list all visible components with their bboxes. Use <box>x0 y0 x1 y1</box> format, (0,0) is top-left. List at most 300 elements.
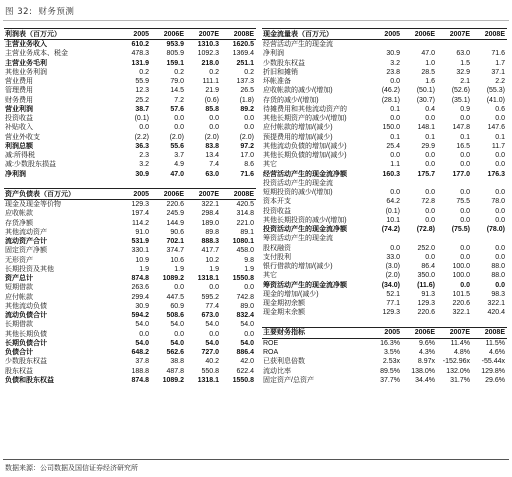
cell-value: 245.9 <box>166 210 184 218</box>
cell-value: 9.6% <box>419 339 435 347</box>
cell-value: 9.8 <box>244 256 254 264</box>
footer-divider <box>3 459 509 460</box>
cell-value: 32.9 <box>456 68 470 76</box>
cell-value: (2.0) <box>385 272 400 280</box>
table-row <box>262 133 507 142</box>
table-row <box>262 197 507 206</box>
table-row <box>4 228 256 237</box>
cell-value: 38.8 <box>170 358 184 366</box>
table-row <box>262 338 507 348</box>
row-label: 经营活动产生的现金流 <box>263 41 333 49</box>
table-row <box>262 281 507 290</box>
cell-value: (11.6) <box>417 281 435 289</box>
cell-value: 88.0 <box>491 272 505 280</box>
table-row <box>262 170 507 179</box>
table-row <box>262 59 507 68</box>
row-label: 流动比率 <box>263 367 291 375</box>
row-label: 筹资活动产生的现金流净额 <box>263 281 347 289</box>
cell-value: 79.0 <box>170 78 184 86</box>
cell-value: (46.2) <box>381 87 400 95</box>
cell-value: 91.3 <box>421 290 435 298</box>
cell-value: 88.0 <box>491 263 505 271</box>
table-row <box>4 96 256 105</box>
cash-flow-statement <box>262 29 507 318</box>
cell-value: 0.0 <box>460 281 470 289</box>
cell-value: 30.9 <box>135 170 149 178</box>
table-row <box>4 293 256 302</box>
cell-value: 57.6 <box>170 105 184 113</box>
row-label: 减:所得税 <box>5 152 35 160</box>
cell-value: 3.2 <box>139 161 149 169</box>
row-label: 其他长期投资的减少/(增加) <box>263 216 347 224</box>
year-header: 2007E <box>437 29 472 40</box>
row-label: 经营活动产生的现金流净额 <box>263 170 347 178</box>
cell-value: 10.2 <box>205 256 219 264</box>
cell-value: 1.5 <box>460 59 470 67</box>
cell-value: 30.9 <box>135 302 149 310</box>
cell-value: 29.6% <box>485 376 505 384</box>
cell-value: 832.4 <box>236 312 254 320</box>
cell-value: 114.2 <box>132 219 149 227</box>
cell-value: 1.9 <box>209 265 219 273</box>
cell-value: 1550.8 <box>232 376 254 384</box>
table-row <box>262 290 507 299</box>
table-row <box>262 348 507 357</box>
table-row <box>262 357 507 366</box>
cell-value: 0.0 <box>139 330 149 338</box>
title-divider <box>3 20 509 21</box>
table-row <box>262 77 507 86</box>
cell-value <box>437 179 472 188</box>
right-financial-table <box>262 28 507 385</box>
cell-value: 78.0 <box>491 198 505 206</box>
cell-value: 220.6 <box>166 201 184 209</box>
cell-value: 8.97x <box>417 358 435 366</box>
row-label: 其他流动资产 <box>5 228 47 236</box>
cell-value: 28.5 <box>421 68 435 76</box>
cell-value: 54.0 <box>205 339 219 347</box>
cell-value: (3.0) <box>385 263 400 271</box>
row-label: 资本开支 <box>263 198 291 206</box>
table-row <box>4 256 256 265</box>
section-title: 主要财务指标 <box>262 327 367 338</box>
cell-value: 8.6 <box>244 161 254 169</box>
cell-value <box>437 40 472 50</box>
cell-value: 0.0 <box>425 189 435 197</box>
cell-value: 101.5 <box>452 290 470 298</box>
cell-value: 1.0 <box>425 59 435 67</box>
cell-value: 21.9 <box>205 87 219 95</box>
cell-value: 2.53x <box>382 358 400 366</box>
table-row <box>262 105 507 114</box>
year-header: 2006E <box>402 29 437 40</box>
cell-value: 72.8 <box>421 198 435 206</box>
cell-value: 138.0% <box>411 367 435 375</box>
table-row <box>4 105 256 114</box>
cell-value <box>402 234 437 243</box>
cell-value: 0.2 <box>209 68 219 76</box>
row-label: 投资活动产生的现金流净额 <box>263 226 347 234</box>
cell-value: 220.6 <box>452 300 470 308</box>
cell-value: 221.0 <box>236 219 254 227</box>
cell-value: 0.0 <box>425 216 435 224</box>
cell-value: 89.8 <box>205 228 219 236</box>
cell-value: 953.9 <box>166 41 184 49</box>
row-label: 财务费用 <box>5 96 33 104</box>
cell-value: 31.7% <box>450 376 470 384</box>
cell-value: 610.2 <box>131 41 149 49</box>
cell-value: 0.9 <box>460 105 470 113</box>
year-header: 2008E <box>221 29 256 40</box>
row-label: 净利润 <box>5 170 26 178</box>
cell-value: (78.0) <box>486 226 505 234</box>
cell-value: 160.3 <box>382 170 400 178</box>
key-ratios <box>262 327 507 385</box>
row-label: 利润总额 <box>5 142 33 150</box>
row-label: 短期投资的减少/(增加) <box>263 189 333 197</box>
table-row <box>4 170 256 179</box>
cell-value: 63.0 <box>205 170 219 178</box>
cell-value: 0.0 <box>460 115 470 123</box>
row-label: 管理费用 <box>5 87 33 95</box>
cell-value: 47.0 <box>170 170 184 178</box>
table-row <box>4 59 256 68</box>
row-label: 主营业务毛利 <box>5 59 47 67</box>
cell-value: 54.0 <box>205 321 219 329</box>
row-label: 资产总计 <box>5 275 33 283</box>
cell-value: 25.2 <box>135 96 149 104</box>
cell-value: 54.0 <box>170 321 184 329</box>
table-row <box>4 339 256 348</box>
cell-value: 0.1 <box>390 133 400 141</box>
table-row <box>4 320 256 329</box>
cell-value: 0.0 <box>495 281 505 289</box>
cell-value: 0.1 <box>460 133 470 141</box>
table-row <box>4 367 256 376</box>
cell-value: 0.0 <box>460 189 470 197</box>
cell-value: 54.0 <box>135 339 149 347</box>
cell-value: 0.1 <box>390 105 400 113</box>
cell-value: 147.8 <box>452 124 470 132</box>
row-label: 固定资产净额 <box>5 247 47 255</box>
row-label: 银行借款的增加/(减少) <box>263 263 333 271</box>
cell-value: 11.4% <box>450 339 470 347</box>
cell-value: 129.8% <box>481 367 505 375</box>
cell-value: 1550.8 <box>232 275 254 283</box>
year-header: 2007E <box>186 29 221 40</box>
cell-value: 131.9 <box>131 59 149 67</box>
cell-value: 34.4% <box>415 376 435 384</box>
cell-value: 129.3 <box>382 309 400 317</box>
figure-title <box>5 5 74 17</box>
row-label: 存货的减少/(增加) <box>263 96 319 104</box>
table-row <box>262 40 507 50</box>
cell-value: 89.2 <box>240 105 254 113</box>
cell-value: 374.7 <box>166 247 184 255</box>
cell-value: 11.7 <box>491 142 505 150</box>
cell-value: 322.1 <box>452 309 470 317</box>
year-header: 2008E <box>472 327 507 338</box>
cell-value: 11.5% <box>485 339 505 347</box>
year-header: 2005 <box>367 29 402 40</box>
cell-value: 0.0 <box>460 253 470 261</box>
table-row <box>262 151 507 160</box>
table-row <box>4 151 256 160</box>
row-label: 其他长期资产的减少/(增加) <box>263 115 347 123</box>
cell-value: 1.7 <box>495 59 505 67</box>
table-header-row <box>4 189 256 200</box>
table-row <box>262 142 507 151</box>
row-label: 筹资活动产生的现金流 <box>263 235 333 243</box>
cell-value: 26.5 <box>240 87 254 95</box>
cell-value: 1620.5 <box>232 41 254 49</box>
cell-value: 252.0 <box>417 244 435 252</box>
cell-value: 330.1 <box>131 247 149 255</box>
cell-value: (75.5) <box>451 226 470 234</box>
year-header: 2007E <box>186 189 221 200</box>
cell-value: 0.0 <box>244 330 254 338</box>
row-label: 其他流动负债的增加/(减少) <box>263 142 347 150</box>
row-label: 其他长期负债 <box>5 330 47 338</box>
row-label: 其它 <box>263 161 277 169</box>
section-title: 资产负债表（百万元） <box>4 189 116 200</box>
cell-value: 0.0 <box>495 253 505 261</box>
cell-value: 0.0 <box>244 284 254 292</box>
row-label: 投资活动产生的现金流 <box>263 179 333 187</box>
cell-value: -152.96x <box>442 358 470 366</box>
cell-value: 420.5 <box>236 201 254 209</box>
cell-value: 3.5% <box>384 349 400 357</box>
cell-value: 727.0 <box>201 349 219 357</box>
cell-value: 0.0 <box>209 115 219 123</box>
cell-value: 197.4 <box>131 210 149 218</box>
cell-value: 458.0 <box>236 247 254 255</box>
year-header: 2005 <box>367 327 402 338</box>
row-label: 少数股东权益 <box>5 358 47 366</box>
table-row <box>4 302 256 311</box>
cell-value: 98.3 <box>491 290 505 298</box>
cell-value: 298.4 <box>201 210 219 218</box>
cell-value: 77.1 <box>386 300 400 308</box>
cell-value <box>402 40 437 50</box>
cell-value: 0.0 <box>425 115 435 123</box>
cell-value: 33.0 <box>386 253 400 261</box>
cell-value: 447.5 <box>166 293 184 301</box>
cell-value: 0.0 <box>460 161 470 169</box>
cell-value: 42.0 <box>240 358 254 366</box>
cell-value: 147.6 <box>487 124 505 132</box>
cell-value: 38.7 <box>135 105 149 113</box>
row-label: 股东权益 <box>5 367 33 375</box>
cell-value: 77.4 <box>205 302 219 310</box>
cell-value: (0.1) <box>134 115 149 123</box>
table-row <box>262 188 507 197</box>
row-label: 减:少数股东损益 <box>5 161 56 169</box>
row-label: 营业费用 <box>5 78 33 86</box>
table-row <box>4 86 256 95</box>
cell-value: 4.9 <box>174 161 184 169</box>
cell-value: 0.0 <box>174 330 184 338</box>
cell-value: 0.0 <box>495 115 505 123</box>
cell-value: 71.6 <box>491 50 505 58</box>
cell-value: (1.8) <box>239 96 254 104</box>
cell-value: 0.0 <box>244 115 254 123</box>
cell-value: 1089.2 <box>162 376 184 384</box>
row-label: 应收帐款 <box>5 210 33 218</box>
cell-value: 1.1 <box>390 161 400 169</box>
cell-value: 75.5 <box>456 198 470 206</box>
cell-value: 594.2 <box>131 312 149 320</box>
table-row <box>262 96 507 105</box>
table-header-row <box>262 327 507 338</box>
cell-value: 3.2 <box>390 59 400 67</box>
cell-value: 420.4 <box>487 309 505 317</box>
cell-value: 673.0 <box>201 312 219 320</box>
row-label: 现金期初余额 <box>263 300 305 308</box>
cell-value: 47.0 <box>421 50 435 58</box>
cell-value: 14.5 <box>170 87 184 95</box>
year-header: 2006E <box>402 327 437 338</box>
cell-value: 314.8 <box>236 210 254 218</box>
cell-value: 10.9 <box>135 256 149 264</box>
cell-value: 90.6 <box>170 228 184 236</box>
table-row <box>4 274 256 283</box>
row-label: 存货净额 <box>5 219 33 227</box>
cell-value: 10.6 <box>170 256 184 264</box>
cell-value: 0.0 <box>390 189 400 197</box>
section-title: 现金流量表（百万元） <box>262 29 367 40</box>
cell-value: 37.1 <box>491 68 505 76</box>
cell-value: (30.7) <box>416 96 435 104</box>
year-header: 2008E <box>221 189 256 200</box>
table-row <box>4 237 256 246</box>
cell-value: 175.7 <box>417 170 435 178</box>
cell-value: 322.1 <box>201 201 219 209</box>
cell-value: 550.8 <box>201 367 219 375</box>
cell-value: 0.0 <box>495 189 505 197</box>
cell-value: 0.0 <box>495 207 505 215</box>
cell-value: 3.7 <box>174 152 184 160</box>
cell-value: 0.0 <box>174 124 184 132</box>
year-header: 2006E <box>151 29 186 40</box>
cell-value: 0.0 <box>209 124 219 132</box>
cell-value: 0.6 <box>495 105 505 113</box>
figure-label: 图 32: <box>5 7 33 17</box>
cell-value: 322.1 <box>487 300 505 308</box>
cell-value: 0.0 <box>460 244 470 252</box>
cell-value: 52.1 <box>386 290 400 298</box>
cell-value: (28.1) <box>381 96 400 104</box>
table-row <box>262 253 507 262</box>
table-row <box>4 200 256 210</box>
cell-value: 10.1 <box>386 216 400 224</box>
cell-value: 702.1 <box>166 238 184 246</box>
table-row <box>262 216 507 225</box>
table-row <box>4 246 256 255</box>
table-row <box>4 40 256 50</box>
table-row <box>4 49 256 58</box>
table-row <box>4 265 256 274</box>
cell-value: 29.9 <box>421 142 435 150</box>
row-label: 负债合计 <box>5 349 33 357</box>
cell-value: 0.0 <box>244 124 254 132</box>
cell-value: 888.3 <box>201 238 219 246</box>
cell-value: 23.8 <box>386 68 400 76</box>
cell-value: 30.9 <box>386 50 400 58</box>
row-label: 应付帐款的增加/(减少) <box>263 124 333 132</box>
cell-value: 16.5 <box>456 142 470 150</box>
cell-value <box>472 179 507 188</box>
cell-value: 0.0 <box>495 161 505 169</box>
row-label: 主营业务收入 <box>5 41 47 49</box>
table-row <box>262 179 507 188</box>
cell-value: (0.6) <box>204 96 219 104</box>
cell-value: 0.0 <box>174 115 184 123</box>
row-label: 折旧和摊销 <box>263 68 298 76</box>
cell-value: 0.0 <box>460 207 470 215</box>
table-header-row <box>4 29 256 40</box>
figure-caption: 财务预测 <box>38 7 75 17</box>
table-header-row <box>262 29 507 40</box>
cell-value: 97.2 <box>240 142 254 150</box>
cell-value: 1318.1 <box>197 376 219 384</box>
cell-value: 0.0 <box>139 124 149 132</box>
source-note: 数据来源：公司数据及国信证券经济研究所 <box>5 464 138 472</box>
table-row <box>262 308 507 317</box>
cell-value: 89.5% <box>380 367 400 375</box>
table-row <box>262 225 507 234</box>
cell-value: 148.1 <box>417 124 435 132</box>
cell-value: 1318.1 <box>197 275 219 283</box>
table-row <box>262 376 507 385</box>
cell-value: 60.9 <box>170 302 184 310</box>
cell-value: 4.3% <box>419 349 435 357</box>
row-label: 坏帐准备 <box>263 78 291 86</box>
cell-value: 129.3 <box>417 300 435 308</box>
cell-value: 71.6 <box>240 170 254 178</box>
cell-value: 64.2 <box>386 198 400 206</box>
cell-value: 63.0 <box>456 50 470 58</box>
cell-value: (34.0) <box>381 281 400 289</box>
cell-value: 0.0 <box>209 330 219 338</box>
table-row <box>4 219 256 228</box>
row-label: 支付股利 <box>263 253 291 261</box>
cell-value: 874.8 <box>131 376 149 384</box>
table-row <box>4 348 256 357</box>
cell-value: 0.2 <box>174 68 184 76</box>
cell-value: 0.0 <box>460 216 470 224</box>
cell-value: 132.0% <box>446 367 470 375</box>
cell-value: 0.0 <box>460 152 470 160</box>
cell-value: 805.9 <box>166 50 184 58</box>
row-label: 长期负债合计 <box>5 339 47 347</box>
cell-value: 40.2 <box>205 358 219 366</box>
cell-value: (72.8) <box>416 226 435 234</box>
table-row <box>4 160 256 169</box>
cell-value: 508.6 <box>166 312 184 320</box>
cell-value: 189.0 <box>201 219 219 227</box>
table-row <box>262 207 507 216</box>
row-label: 应付帐款 <box>5 293 33 301</box>
cell-value: 648.2 <box>131 349 149 357</box>
cell-value: 531.9 <box>131 238 149 246</box>
cell-value: 0.2 <box>139 68 149 76</box>
row-label: 主营业务成本、税金 <box>5 50 68 58</box>
cell-value: 7.4 <box>209 161 219 169</box>
section-title: 利润表（百万元） <box>4 29 116 40</box>
row-label: 现金的增加/(减少) <box>263 290 319 298</box>
cell-value: 742.8 <box>236 293 254 301</box>
